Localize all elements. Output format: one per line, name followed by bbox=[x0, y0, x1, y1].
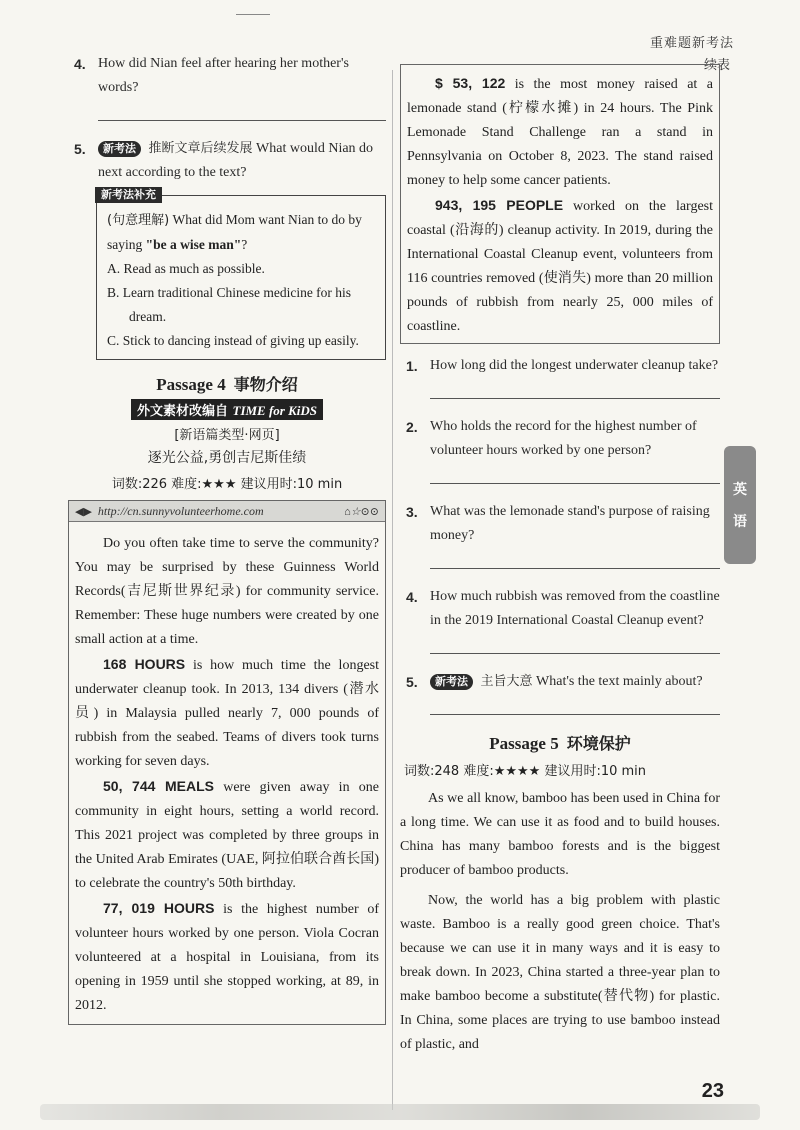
paragraph: Now, the world has a big problem with plastic waste. Bamboo is a really good green choice. That's because we can use it in many ways and it is easy to break down. In 2023, China started a three-year plan to make bamboo become a substitute(替代物) for plastic. In China, some places are trying to use bamboo instead of plastic, and bbox=[400, 893, 720, 1052]
question-number: 5. bbox=[74, 141, 86, 157]
para-text: is the highest number of volunteer hours worked by one person. Viola Cocran volunteered at a hospital in Louisiana, from its opening in 1959 until she stopped working, at 89, in 2012. bbox=[75, 902, 379, 1013]
passage-type: [新语篇类型·网页] bbox=[174, 428, 280, 443]
browser-frame bbox=[68, 500, 386, 1025]
nav-buttons-icon[interactable]: ◀▶ bbox=[75, 505, 92, 518]
source-cn: 外文素材改编自 bbox=[136, 404, 228, 419]
right-column bbox=[400, 52, 720, 1057]
side-tab-char: 英 bbox=[733, 482, 747, 498]
question-text: How much rubbish was removed from the coastline in the 2019 International Coastal Cleanup event? bbox=[430, 589, 720, 628]
paragraph bbox=[75, 530, 379, 652]
question-text: How did Nian feel after hearing her mother's words? bbox=[98, 56, 349, 95]
para-bold: 943, 195 PEOPLE bbox=[435, 197, 564, 213]
supplement-box bbox=[96, 188, 386, 360]
paragraph bbox=[75, 774, 379, 896]
continued-box bbox=[400, 64, 720, 344]
stem-end: ? bbox=[241, 237, 248, 252]
paragraph bbox=[75, 652, 379, 774]
page-number: 23 bbox=[701, 1080, 724, 1102]
para-text: worked on the largest coastal (沿海的) cleanup activity. In 2019, during the International Coastal Cleanup event, volunteers from 116 countries removed (使消失) more than 20 million pounds of rubbish from nearly 25, 000 miles of coastline. bbox=[407, 199, 714, 334]
side-tab-char: 语 bbox=[733, 514, 747, 530]
question-number: 5. bbox=[406, 674, 418, 690]
passage-title-cn: 环境保护 bbox=[566, 734, 631, 753]
header-series: 重难题新考法 bbox=[649, 36, 734, 51]
question-number: 2. bbox=[406, 419, 418, 435]
para-text: is how much time the longest underwater cleanup took. In 2013, 134 divers (潜水员) in Malaysia pulled nearly 7, 000 pounds of rubbish from the seabed. Teams of divers took turns working for seven days. bbox=[75, 658, 379, 769]
question-type: 主旨大意 bbox=[480, 674, 533, 689]
new-method-tag: 新考法 bbox=[98, 141, 141, 157]
new-method-tag: 新考法 bbox=[430, 674, 473, 690]
left-column bbox=[68, 52, 386, 1025]
passage-title-en: Passage 5 bbox=[489, 734, 559, 753]
passage-meta: 词数:248 难度:★★★★ 建议用时:10 min bbox=[404, 764, 647, 779]
browser-controls-icon[interactable]: ⌂☆⊙⊙ bbox=[344, 505, 379, 518]
question-4 bbox=[68, 52, 386, 100]
subject-side-tab bbox=[724, 446, 756, 564]
stem-text: What did Mom want Nian to do by saying bbox=[107, 212, 362, 252]
para-bold: $ 53, 122 bbox=[435, 75, 506, 91]
question-number: 3. bbox=[406, 504, 418, 520]
option-a[interactable]: A. Read as much as possible. bbox=[107, 261, 265, 276]
question-3 bbox=[400, 500, 720, 548]
question-number: 4. bbox=[406, 589, 418, 605]
passage-title-cn: 事物介绍 bbox=[233, 375, 298, 394]
stem-type: (句意理解) bbox=[107, 213, 170, 228]
para-bold: 50, 744 MEALS bbox=[103, 778, 215, 794]
passage-meta: 词数:226 难度:★★★ 建议用时:10 min bbox=[111, 477, 343, 492]
continued-label: 续表 bbox=[703, 58, 730, 73]
question-2 bbox=[400, 415, 720, 463]
para-text: were given away in one community in eight hours, setting a world record. This 2021 project was completed by three groups in the United Arab Emirates (UAE, 阿拉伯联合酋长国) to celebrate the country's 50th birthday. bbox=[75, 780, 379, 891]
passage-5-title bbox=[400, 731, 720, 754]
answer-line[interactable] bbox=[98, 110, 386, 121]
question-1 bbox=[400, 354, 720, 378]
answer-line[interactable] bbox=[430, 704, 720, 715]
question-type: 推断文章后续发展 bbox=[148, 141, 253, 156]
column-divider bbox=[392, 70, 393, 1110]
source-en: TIME for KiDS bbox=[232, 403, 318, 418]
top-dash bbox=[236, 14, 270, 15]
url-text[interactable]: http://cn.sunnyvolunteerhome.com bbox=[97, 503, 264, 518]
para-text: Do you often take time to serve the community? You may be surprised by these Guinness World Records(吉尼斯世界纪录) for community service. Remember: These huge numbers were created by one small action at a time. bbox=[75, 536, 379, 647]
source-bar bbox=[68, 399, 386, 420]
question-5 bbox=[68, 137, 386, 185]
supplement-stem bbox=[107, 208, 375, 257]
option-c[interactable]: C. Stick to dancing instead of giving up easily. bbox=[107, 333, 359, 348]
para-text: is the most money raised at a lemonade stand (柠檬水摊) in 24 hours. The Pink Lemonade Stand Challenge ran a stand in Pennsylvania on October 8, 2023. The stand raised money to help some cancer patients. bbox=[407, 77, 713, 188]
question-text: Who holds the record for the highest number of volunteer hours worked by one person? bbox=[430, 419, 697, 458]
paragraph bbox=[75, 896, 379, 1018]
answer-line[interactable] bbox=[430, 643, 720, 654]
paragraph bbox=[407, 193, 713, 339]
option-b[interactable]: B. Learn traditional Chinese medicine for his dream. bbox=[107, 285, 352, 324]
question-text: How long did the longest underwater cleanup take? bbox=[430, 358, 719, 373]
question-text: What was the lemonade stand's purpose of raising money? bbox=[430, 504, 710, 543]
paragraph bbox=[407, 71, 713, 193]
answer-line[interactable] bbox=[430, 558, 720, 569]
passage-title-en: Passage 4 bbox=[156, 375, 226, 394]
paragraph: As we all know, bamboo has been used in China for a long time. We can use it as food and to build houses. China has many bamboo forests and is the biggest producer of bamboo products. bbox=[400, 791, 720, 878]
browser-content bbox=[69, 522, 385, 1024]
scan-edge bbox=[40, 1104, 760, 1120]
question-text: What's the text mainly about? bbox=[536, 674, 703, 689]
question-number: 1. bbox=[406, 358, 418, 374]
supplement-tag: 新考法补充 bbox=[95, 187, 162, 203]
answer-line[interactable] bbox=[430, 473, 720, 484]
stem-quote: "be a wise man" bbox=[145, 237, 242, 252]
option-list bbox=[107, 257, 375, 353]
question-text: What would Nian do next according to the text? bbox=[98, 141, 374, 180]
answer-line[interactable] bbox=[430, 388, 720, 399]
para-bold: 77, 019 HOURS bbox=[103, 900, 215, 916]
question-number: 4. bbox=[74, 56, 86, 72]
question-5-right bbox=[400, 670, 720, 694]
para-bold: 168 HOURS bbox=[103, 656, 186, 672]
passage-4-title bbox=[68, 372, 386, 395]
browser-address-bar bbox=[69, 501, 385, 522]
question-4-right bbox=[400, 585, 720, 633]
passage-subtitle: 逐光公益,勇创吉尼斯佳绩 bbox=[147, 450, 307, 466]
